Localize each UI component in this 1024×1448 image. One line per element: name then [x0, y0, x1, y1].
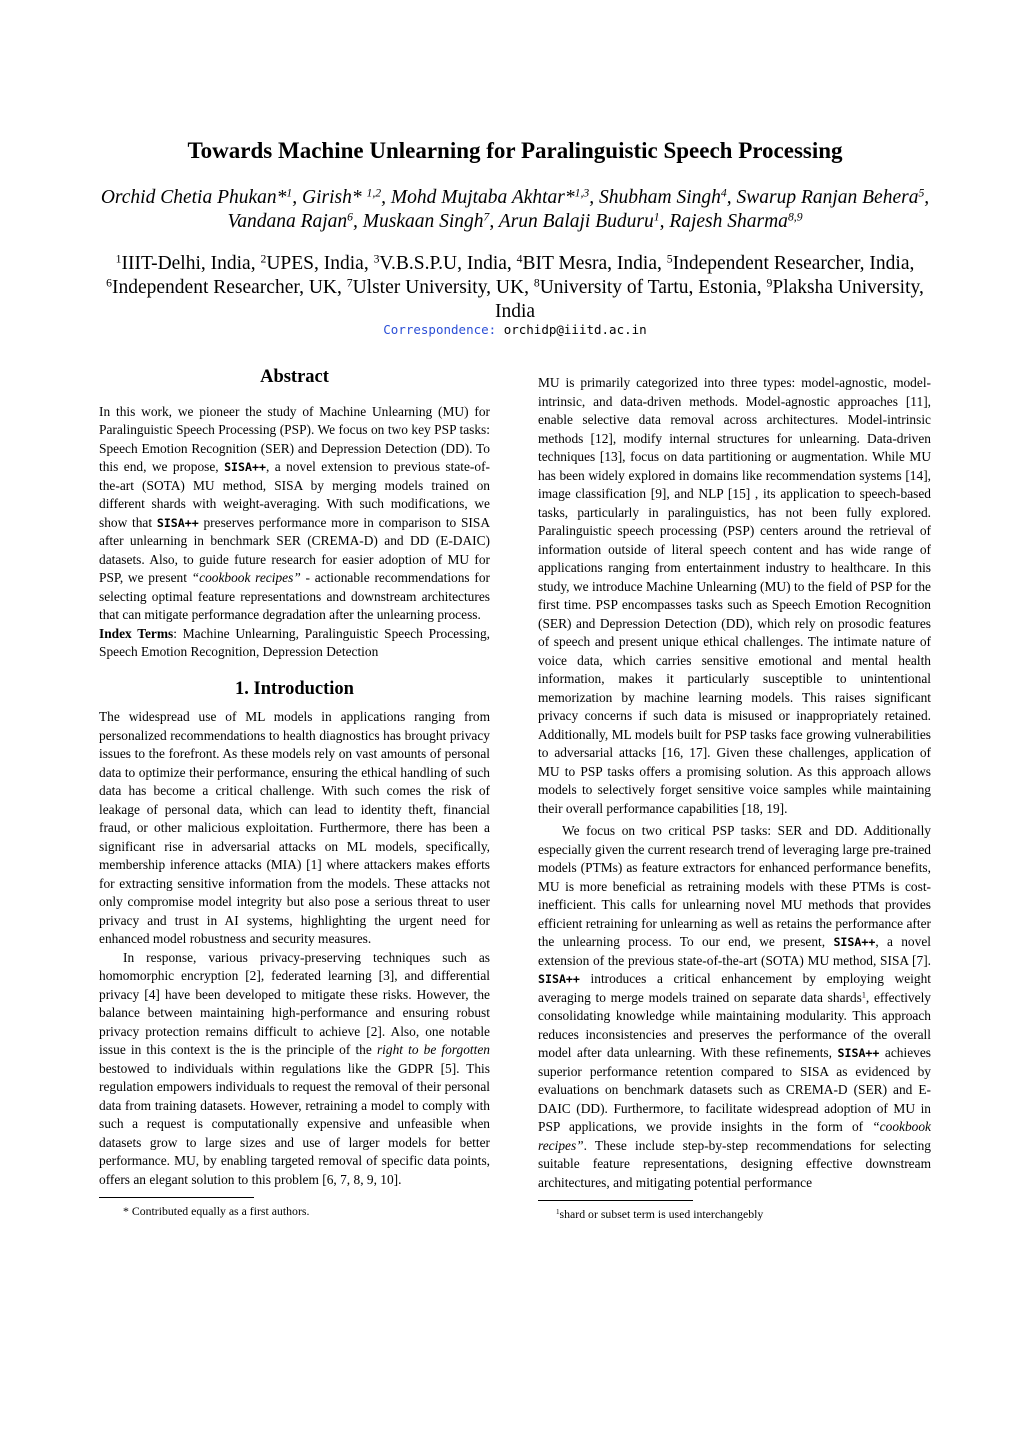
author-list: Orchid Chetia Phukan*$^1$, Girish* $^{1,2}$, Mohd Mujtaba Akhtar*$^{1,3}$, Shubham Singh$^4$, Swarup Ranjan Behera$^5$, Vandana Rajan$^6$, Muskaan Singh$^7$, Arun Balaji Buduru$^1$, Rajesh Sharma$^{8,9}$: [100, 186, 930, 232]
footnote-right: $^1$shard or subset term is used interchangebly: [556, 1207, 764, 1221]
abstract-text: In this work, we pioneer the study of Machine Unlearning (MU) for Paralinguistic Speech Processing (PSP). We focus on two key PSP tasks: Speech Emotion Recognition (SER) and Depression Detection (DD). To this end, we propose, SISA++, a novel extension to previous state-of-the-art (SOTA) MU method, SISA by merging models trained on different shards with weight-averaging. With such modifications, we show that SISA++ preserves performance more in comparison to SISA after unlearning in benchmark SER (CREMA-D) and DD (E-DAIC) datasets. Also, to guide future research for easier adoption of MU for PSP, we present “cookbook recipes” - actionable recommendations for selecting optimal feature representations and downstream architectures that can mitigate performance degradation after the unlearning process.: [99, 403, 490, 622]
intro-paragraph-4: We focus on two critical PSP tasks: SER and DD. Additionally especially given the current research trend of leveraging large pre-trained models (PTMs) as feature extractors for enhanced performance benefits, MU is more beneficial as retraining models with these PTMs is cost-inefficient. This calls for unlearning novel MU methods that provides efficient retraining for unlearning as well as retains the performance after the unlearning process. To our end, we present, SISA++, a novel extension of the previous state-of-the-art (SOTA) MU method, SISA [7]. SISA++ introduces a critical enhancement by employing weight averaging to merge models trained on separate data shards$^1$, effectively consolidating knowledge while maintaining modularity. This approach reduces inconsistencies and preserves the performance of the overall model after data unlearning. With these refinements, SISA++ achieves superior performance retention compared to SISA as evidenced by evaluations on benchmark datasets such as CREMA-D (SER) and E-DAIC (DD). Furthermore, to facilitate widespread adoption of MU in PSP applications, we provide insights in the form of “cookbook recipes”. These include step-by-step recommendations for selecting suitable feature representations, designing effective downstream architectures, and mitigating potential performance: [538, 823, 931, 1190]
affiliation: $^7$Ulster University, UK: [346, 276, 525, 298]
paper-title: Towards Machine Unlearning for Paralinguistic Speech Processing: [187, 138, 843, 163]
affiliation: $^3$V.B.S.P.U, India: [373, 252, 507, 274]
affiliation: $^2$UPES, India: [260, 252, 364, 274]
author-name: Arun Balaji Buduru$^1$: [498, 210, 660, 232]
arxiv-watermark: [28, 418, 72, 668]
left-column: [99, 368, 490, 1219]
author-name: Mohd Mujtaba Akhtar*$^{1,3}$: [390, 186, 590, 208]
intro-paragraph-2: In response, various privacy-preserving techniques such as homomorphic encryption [2], federated learning [3], and differential privacy [4] have been developed to mitigate these risks. However, the balance between maintaining high-performance and ensuring robust privacy protection remains difficult to achieve [2]. Also, one notable issue in this context is the is the principle of the right to be forgotten bestowed to individuals within regulations like the GDPR [5]. This regulation empowers individuals to request the removal of their personal data from training datasets. However, retraining a model to comply with such a request is computationally expensive and unfeasible when datasets grow to large sizes and use of larger models for better performance. MU, by enabling targeted removal of specific data points, offers an elegant solution to this problem [6, 7, 8, 9, 10].: [99, 949, 490, 1187]
correspondence-label: Correspondence:: [383, 322, 497, 337]
author-name: Rajesh Sharma$^{8,9}$: [669, 210, 803, 232]
affiliation: $^4$BIT Mesra, India: [516, 252, 657, 274]
affiliation-list: $^1$IIIT-Delhi, India, $^2$UPES, India, $^3$V.B.S.P.U, India, $^4$BIT Mesra, India, $^5$Independent Researcher, India, $^6$Independent Researcher, UK, $^7$Ulster University, UK, $^8$University of Tartu, Estonia, $^9$Plaksha University, India: [106, 252, 924, 322]
affiliation: $^6$Independent Researcher, UK: [106, 276, 337, 298]
author-name: Orchid Chetia Phukan*$^1$: [100, 186, 293, 208]
author-name: Vandana Rajan$^6$: [227, 210, 354, 232]
affiliation: $^8$University of Tartu, Estonia: [533, 276, 757, 298]
index-terms: Index Terms: Machine Unlearning, Paralinguistic Speech Processing, Speech Emotion Recognition, Depression Detection: [99, 625, 490, 659]
affiliation: $^5$Independent Researcher, India: [666, 252, 910, 274]
intro-paragraph-1: The widespread use of ML models in applications ranging from personalized recommendations to health diagnostics has brought privacy issues to the forefront. As these models rely on vast amounts of personal data to optimize their performance, ensuring the ethical handling of such data has become a critical challenge. With such comes the risk of leakage of personal data, which can lead to identity theft, financial fraud, or other malicious exploitation. Furthermore, there has been a significant rise in adversarial attacks on ML models, specifically, membership inference attacks (MIA) [1] where attackers makes efforts for extracting sensitive information from the models. These attacks not only compromise model integrity but also pose a serious threat to user privacy and trust in AI systems, highlighting the urgent need for enhanced model robustness and security measures.: [99, 709, 490, 946]
abstract-heading: Abstract: [260, 367, 329, 387]
correspondence-email[interactable]: orchidp@iiitd.ac.in: [503, 322, 647, 337]
author-name: Muskaan Singh$^7$: [362, 210, 490, 232]
intro-heading: 1. Introduction: [235, 678, 354, 699]
correspondence: [100, 322, 930, 337]
footnote-left: * Contributed equally as a first authors.: [123, 1204, 310, 1218]
footnote-rule: [99, 1197, 254, 1198]
author-name: Swarup Ranjan Behera$^5$: [736, 186, 925, 208]
footnote-rule-right: [538, 1200, 693, 1201]
affiliation: $^1$IIIT-Delhi, India: [115, 252, 251, 274]
author-name: Girish* $^{1,2}$: [302, 186, 382, 208]
right-column: [538, 374, 931, 1222]
author-name: Shubham Singh$^4$: [599, 186, 727, 208]
affiliation: $^9$Plaksha University, India: [494, 276, 924, 322]
intro-paragraph-3: MU is primarily categorized into three types: model-agnostic, model-intrinsic, and data-driven methods. Model-agnostic approaches [11], enable selective data removal across architectures. Model-intrinsic methods [12], modify internal structures for unlearning. Data-driven techniques [13], focus on data partitioning or augmentation. While MU has been widely explored in domains like recommendation systems [14], image classification [9], and NLP [15] , its application to speech-based tasks, particularly in paralinguistics, has not been fully explored. Paralinguistic speech processing (PSP) centers around the retrieval of information outside of literal speech content and has wide range of applications ranging from entertainment industry to healthcare. In this study, we introduce Machine Unlearning (MU) to the field of PSP for the first time. PSP encompasses tasks such as Speech Emotion Recognition (SER) and Depression Detection (DD), which rely on prosodic features of speech and present unique ethical challenges. The intimate nature of voice data, which carries sensitive emotional and mental health information, makes it particularly susceptible to unintentional memorization by machine learning models. This raises significant privacy concerns if such data is misused or inappropriately retained. Additionally, ML models built for PSP tasks face growing vulnerabilities to adversarial attacks [16, 17]. Given these challenges, application of MU to PSP tasks offers a promising solution. As this approach allows models to selectively forget sensitive voice samples while maintaining their overall performance capabilities [18, 19].: [538, 375, 931, 816]
